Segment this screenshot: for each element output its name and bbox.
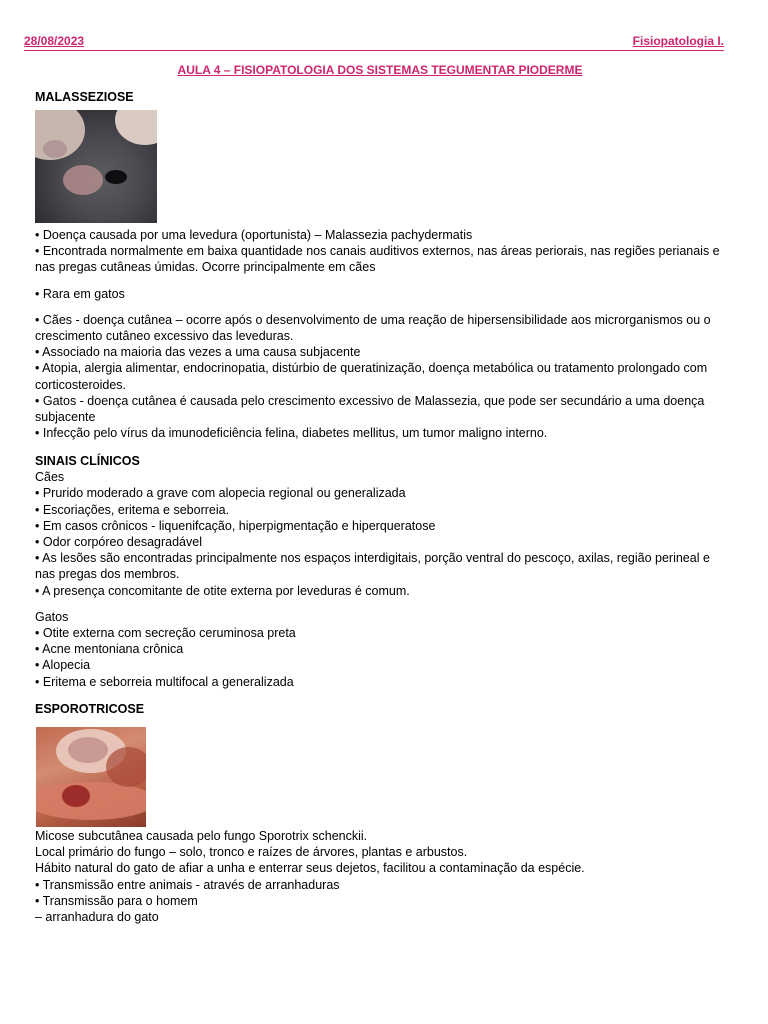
text-line: • Escoriações, eritema e seborreia. — [35, 502, 230, 517]
text-line: • A presença concomitante de otite externa por leveduras é comum. — [35, 583, 410, 598]
text-line: • Em casos crônicos - liquenifcação, hiperpigmentação e hiperqueratose — [35, 518, 436, 533]
cat-lesion-photo — [35, 110, 157, 223]
text-line: • Associado na maioria das vezes a uma causa subjacente — [35, 345, 361, 360]
sinais-clinicos-section — [35, 453, 710, 690]
text-line: • Doença causada por uma levedura (oportunista) – Malassezia pachydermatis — [35, 228, 473, 242]
header-date: 28/08/2023 — [24, 34, 85, 48]
text-line: corticosteroides. — [35, 377, 127, 392]
text-line: Micose subcutânea causada pelo fungo Sporotrix schenckii. — [35, 829, 368, 843]
text-line: • Gatos - doença cutânea é causada pelo crescimento excessivo de Malassezia, que pode ser secundário a uma doença — [35, 393, 705, 408]
text-line: nas pregas dos membros. — [35, 567, 180, 582]
subheading-caes: Cães — [35, 470, 65, 485]
header-course: Fisiopatologia I. — [632, 34, 724, 48]
text-line: Local primário do fungo – solo, tronco e raízes de árvores, plantas e arbustos. — [35, 845, 468, 860]
section-heading-malasseziose: MALASSEZIOSE — [35, 90, 134, 104]
text-line: nas pregas cutâneas úmidas. Ocorre principalmente em cães — [35, 260, 376, 275]
text-line: • Encontrada normalmente em baixa quantidade nos canais auditivos externos, nas áreas periorais, nas regiões perianais e — [35, 244, 720, 259]
text-line: • Otite externa com secreção ceruminosa preta — [35, 626, 296, 641]
text-line: subjacente — [35, 410, 96, 425]
text-line: • Alopecia — [35, 658, 91, 673]
text-line: Hábito natural do gato de afiar a unha e enterrar seus dejetos, facilitou a contaminação da espécie. — [35, 861, 585, 876]
text-line: • Acne mentoniana crônica — [35, 642, 184, 657]
text-line: • Prurido moderado a grave com alopecia regional ou generalizada — [35, 486, 406, 501]
text-line: • Rara em gatos — [35, 286, 125, 301]
text-line: • Infecção pelo vírus da imunodeficiência felina, diabetes mellitus, um tumor maligno interno. — [35, 426, 548, 441]
text-line: crescimento cutâneo excessivo das leveduras. — [35, 329, 294, 344]
text-line: – arranhadura do gato — [35, 910, 159, 925]
page-title: AULA 4 – FISIOPATOLOGIA DOS SISTEMAS TEGUMENTAR PIODERME — [177, 63, 583, 77]
malasseziose-text — [35, 227, 720, 441]
text-line: • Eritema e seborreia multifocal a generalizada — [35, 674, 294, 689]
text-line: • Transmissão para o homem — [35, 893, 198, 908]
text-line: • Odor corpóreo desagradável — [35, 535, 202, 550]
text-line: • Atopia, alergia alimentar, endocrinopatia, distúrbio de queratinização, doença metabólica ou tratamento prolongado com — [35, 361, 708, 376]
sporotrichosis-lesion-photo — [36, 727, 146, 827]
section-heading-esporotricose: ESPOROTRICOSE — [35, 702, 145, 716]
section-heading-sinais: SINAIS CLÍNICOS — [35, 454, 140, 468]
esporotricose-text — [35, 828, 585, 925]
page-header — [24, 34, 724, 51]
text-line: • Transmissão entre animais - através de arranhaduras — [35, 877, 340, 892]
text-line: • Cães - doença cutânea – ocorre após o desenvolvimento de uma reação de hipersensibilidade aos microrganismos ou o — [35, 312, 711, 327]
text-line: • As lesões são encontradas principalmente nos espaços interdigitais, porção ventral do pescoço, axilas, região perineal e — [35, 551, 710, 566]
subheading-gatos: Gatos — [35, 609, 69, 624]
